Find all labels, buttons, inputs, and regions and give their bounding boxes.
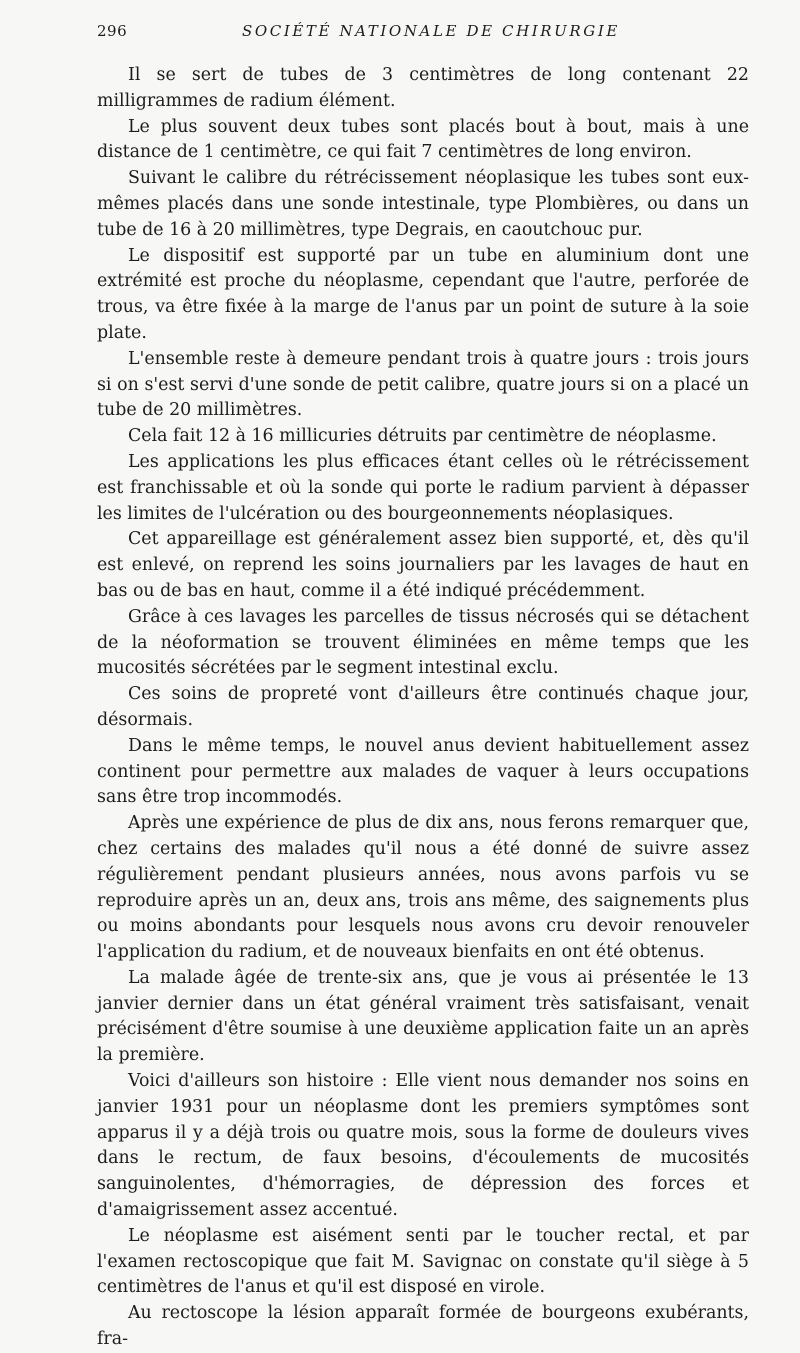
paragraph: Au rectoscope la lésion apparaît formée de bourgeons exubérants, fra- bbox=[97, 1303, 749, 1350]
paragraph: Voici d'ailleurs son histoire : Elle vient nous demander nos soins en janvier 1931 pour un néoplasme dont les premiers symptômes sont apparus il y a déjà trois ou quatre mois, sous la forme de douleurs vives dans le rectum, de faux besoins, d'écoulements de mucosités sanguinolentes, d'hémorragies, de dépression des forces et d'amaigrissement assez accentué. bbox=[97, 1071, 749, 1221]
paragraph: Cela fait 12 à 16 millicuries détruits par centimètre de néoplasme. bbox=[128, 426, 717, 447]
document-page bbox=[97, 22, 749, 1353]
paragraph: Après une expérience de plus de dix ans, nous ferons remarquer que, chez certains des malades qu'il nous a été donné de suivre assez régulièrement pendant plusieurs années, nous avons parfois vu se reproduire après un an, deux ans, trois ans même, des saignements plus ou moins abondants pour lesquels nous avons cru devoir renouveler l'application du radium, et de nouveaux bienfaits en ont été obtenus. bbox=[97, 813, 749, 963]
paragraph: Les applications les plus efficaces étant celles où le rétrécissement est franchissable et où la sonde qui porte le radium parvient à dépasser les limites de l'ulcération ou des bourgeonnements néoplasiques. bbox=[97, 451, 749, 524]
paragraph: La malade âgée de trente-six ans, que je vous ai présentée le 13 janvier dernier dans un état général vraiment très satisfaisant, venait précisément d'être soumise à une deuxième application faite un an après la première. bbox=[97, 967, 749, 1066]
paragraph: L'ensemble reste à demeure pendant trois à quatre jours : trois jours si on s'est servi d'une sonde de petit calibre, quatre jours si on a placé un tube de 20 millimètres. bbox=[97, 348, 749, 421]
paragraph: Dans le même temps, le nouvel anus devient habituellement assez continent pour permettre aux malades de vaquer à leurs occupations sans être trop incommodés. bbox=[97, 735, 749, 808]
paragraph: Grâce à ces lavages les parcelles de tissus nécrosés qui se détachent de la néoformation se trouvent éliminées en même temps que les mucosités sécrétées par le segment intestinal exclu. bbox=[97, 606, 749, 679]
body-text bbox=[97, 63, 749, 1353]
paragraph: Le dispositif est supporté par un tube en aluminium dont une extrémité est proche du néoplasme, cependant que l'autre, perforée de trous, va être fixée à la marge de l'anus par un point de suture à la soie plate. bbox=[97, 245, 749, 343]
running-head bbox=[97, 22, 749, 44]
page-number: 296 bbox=[97, 22, 128, 40]
paragraph: Il se sert de tubes de 3 centimètres de long contenant 22 milligrammes de radium élément. bbox=[97, 65, 749, 111]
paragraph: Ces soins de propreté vont d'ailleurs être continués chaque jour, désormais. bbox=[97, 684, 749, 730]
journal-title: SOCIÉTÉ NATIONALE DE CHIRURGIE bbox=[242, 22, 620, 40]
paragraph: Suivant le calibre du rétrécissement néoplasique les tubes sont eux-mêmes placés dans une sonde intestinale, type Plombières, ou dans un tube de 16 à 20 millimètres, type Degrais, en caoutchouc pur. bbox=[97, 168, 749, 240]
paragraph: Le néoplasme est aisément senti par le toucher rectal, et par l'examen rectoscopique que fait M. Savignac on constate qu'il siège à 5 centimètres de l'anus et qu'il est disposé en virole. bbox=[97, 1225, 749, 1298]
paragraph: Cet appareillage est généralement assez bien supporté, et, dès qu'il est enlevé, on reprend les soins journaliers par les lavages de haut en bas ou de bas en haut, comme il a été indiqué précédemment. bbox=[97, 529, 749, 601]
paragraph: Le plus souvent deux tubes sont placés bout à bout, mais à une distance de 1 centimètre, ce qui fait 7 centimètres de long environ. bbox=[97, 116, 749, 163]
